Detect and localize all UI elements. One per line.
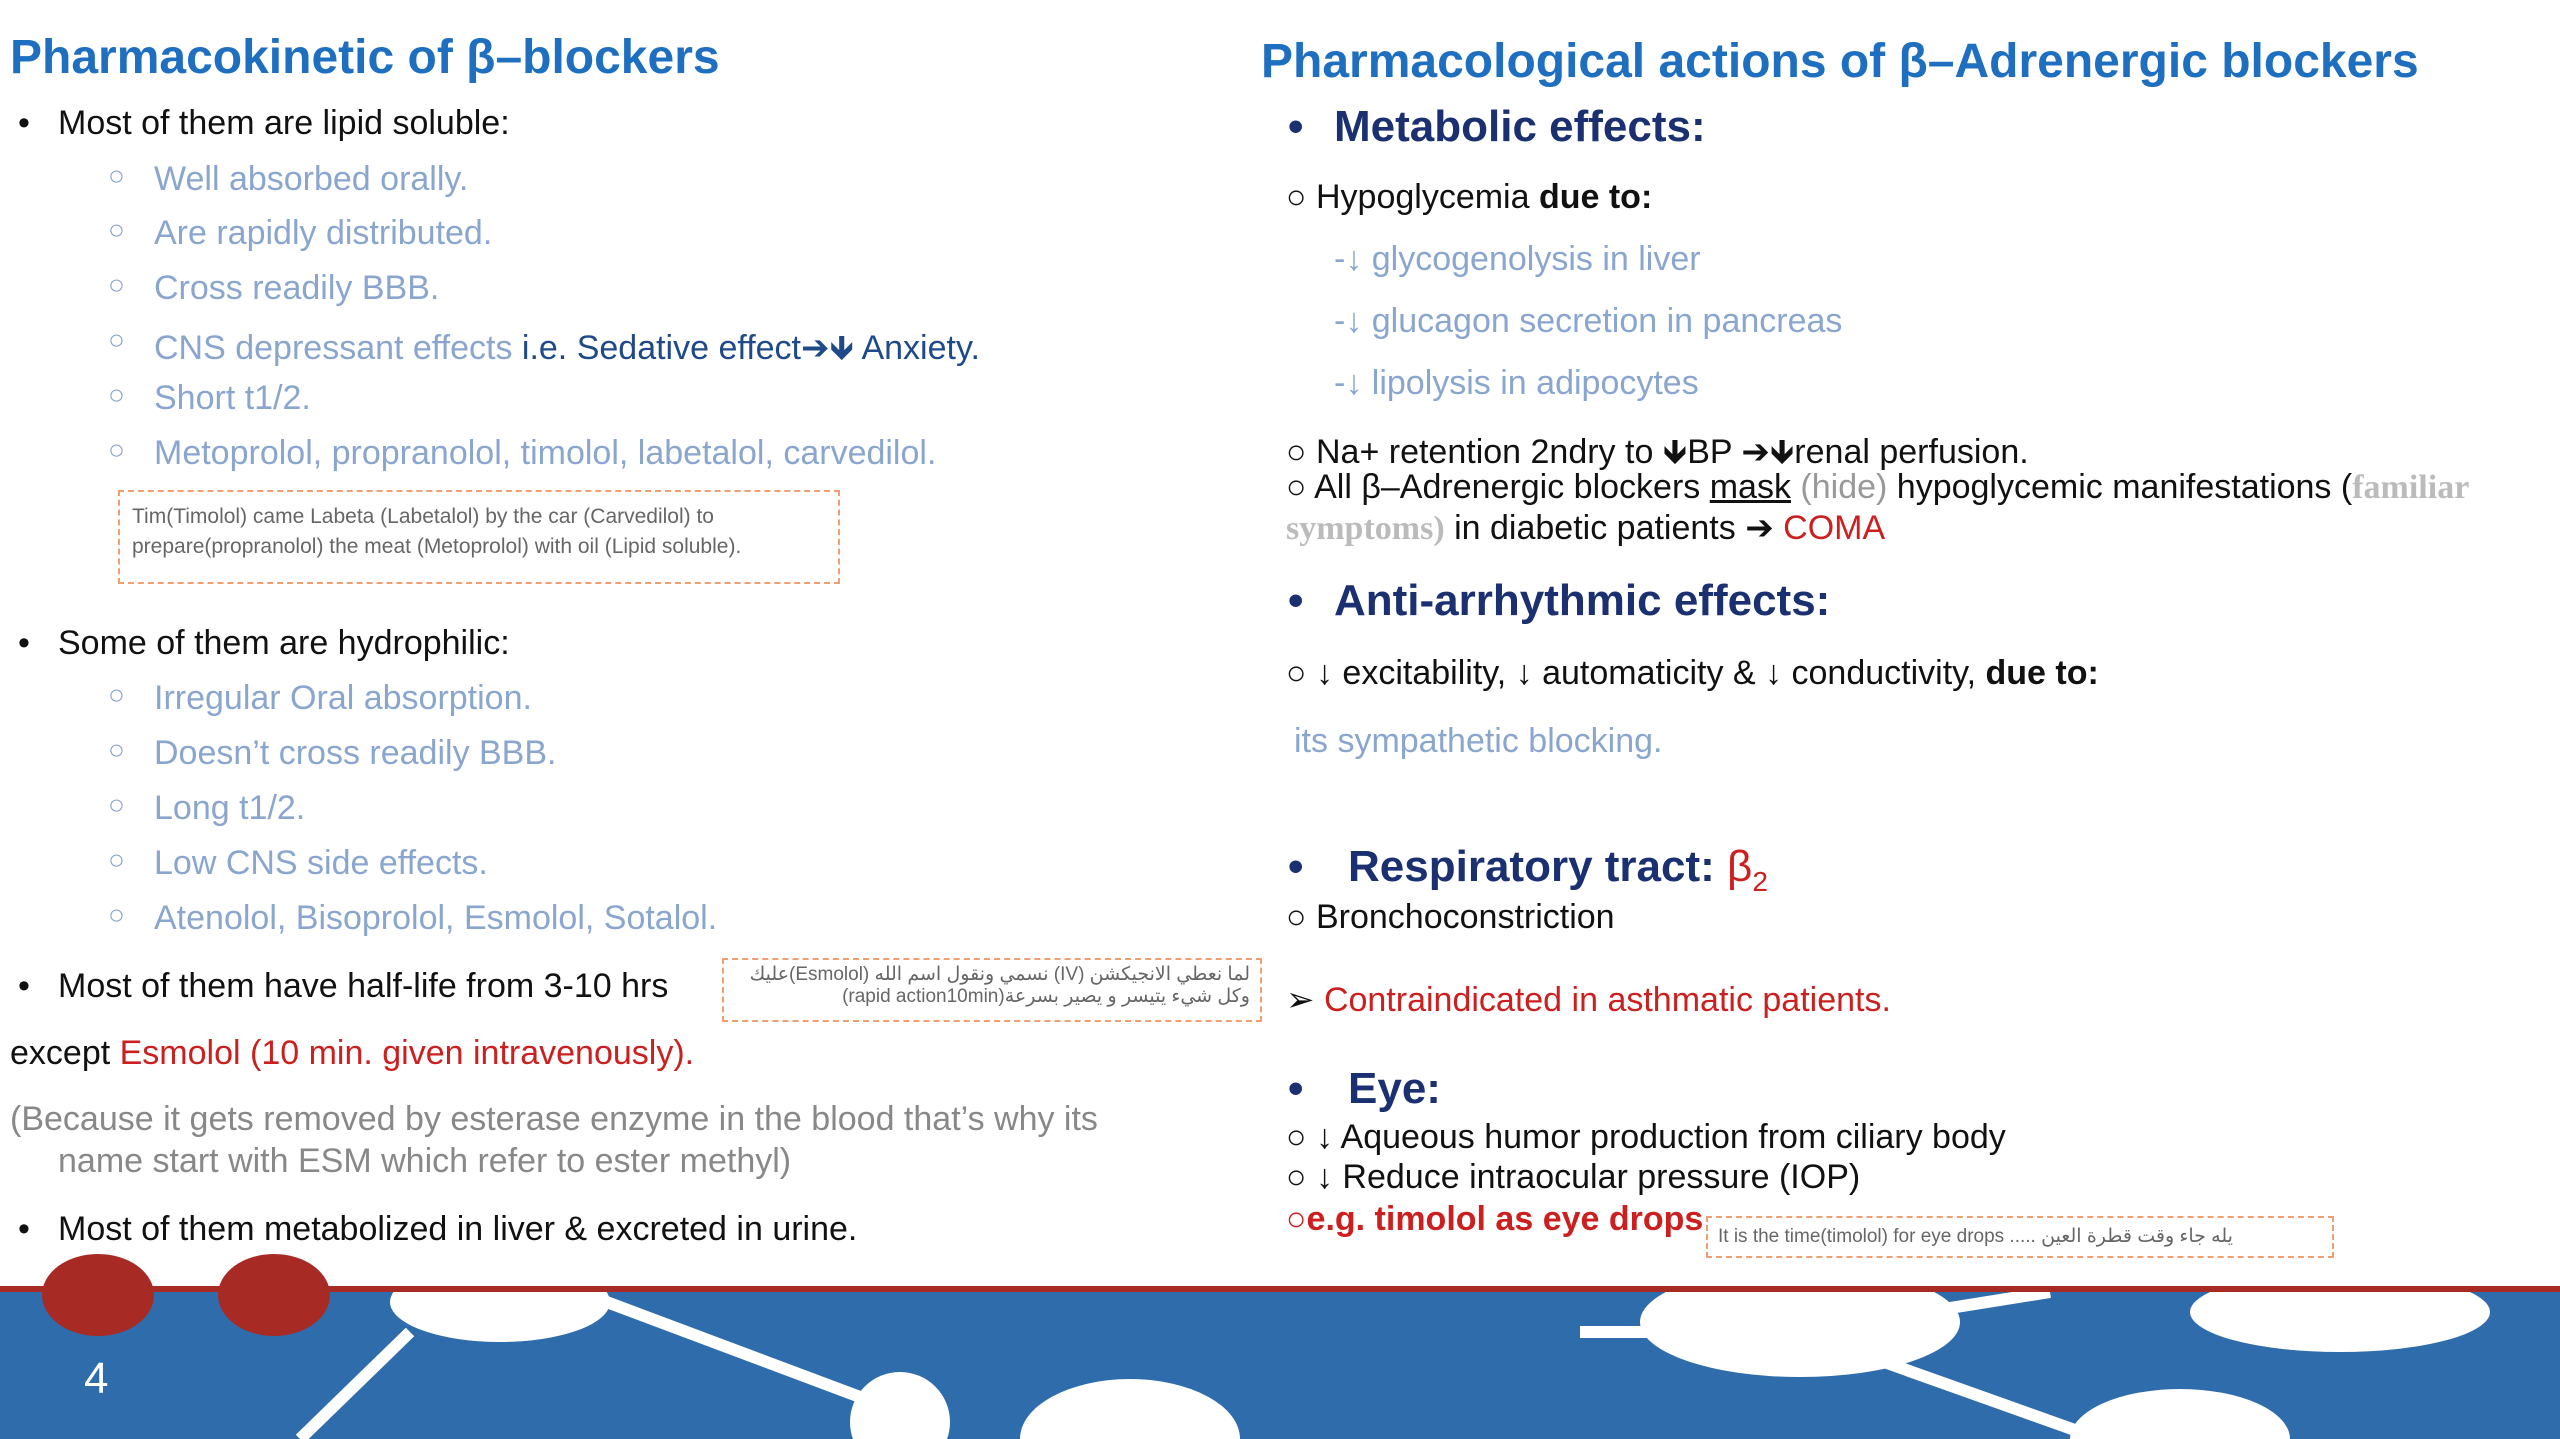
iop-line: ○ ↓ Reduce intraocular pressure (IOP)	[1286, 1158, 1861, 1196]
circle-bullet-icon: ○	[108, 269, 125, 300]
because-line-2: name start with ESM which refer to ester methyl)	[58, 1142, 792, 1180]
dash-item: -↓ glucagon secretion in pancreas	[1334, 302, 1843, 340]
except-line: except Esmolol (10 min. given intravenously).	[10, 1034, 695, 1072]
mask-line: ○ All β–Adrenergic blockers mask (hide) hypoglycemic manifestations (familiar	[1286, 468, 2470, 506]
timolol-line: ○e.g. timolol as eye drops	[1286, 1200, 1704, 1238]
list-item: ○ Doesn’t cross readily BBB.	[108, 734, 557, 772]
bullet-icon: •	[18, 624, 30, 662]
dash-item: -↓ glycogenolysis in liver	[1334, 240, 1701, 278]
coma-line: symptoms) in diabetic patients ➔ COMA	[1286, 509, 1886, 547]
bullet-icon: •	[1288, 102, 1304, 151]
because-line-1: (Because it gets removed by esterase enzyme in the blood that’s why its	[10, 1100, 1098, 1138]
footer-band	[0, 1292, 2560, 1439]
bullet-icon: •	[18, 104, 30, 142]
right-title: Pharmacological actions of β–Adrenergic blockers	[1261, 35, 2419, 88]
sympathetic-reason: its sympathetic blocking.	[1294, 722, 1663, 760]
circle-bullet-icon: ○	[108, 679, 125, 710]
circle-bullet-icon: ○	[108, 734, 125, 765]
bullet-icon: •	[1288, 842, 1304, 891]
list-item: ○ Irregular Oral absorption.	[108, 679, 532, 717]
list-item: ○ Long t1/2.	[108, 789, 306, 827]
list-item: ○ Low CNS side effects.	[108, 844, 488, 882]
circle-bullet-icon: ○	[108, 160, 125, 191]
page-number: 4	[84, 1354, 109, 1403]
halflife-heading: • Most of them have half-life from 3-10 hrs	[18, 967, 669, 1005]
bullet-icon: •	[18, 967, 30, 1005]
left-title: Pharmacokinetic of β–blockers	[10, 31, 720, 84]
molecule-decoration-icon	[0, 1292, 2560, 1439]
bullet-icon: •	[18, 1210, 30, 1248]
respiratory-heading: • Respiratory tract: $\beta_2$	[1288, 842, 1768, 897]
footer-red-dot	[218, 1254, 330, 1336]
circle-bullet-icon: ○	[108, 379, 125, 410]
eye-heading: • Eye:	[1288, 1064, 1441, 1113]
lipid-heading: • Most of them are lipid soluble:	[18, 104, 510, 142]
list-item: ○ Are rapidly distributed.	[108, 214, 493, 252]
circle-bullet-icon: ○	[108, 899, 125, 930]
hypoglycemia-line: ○ Hypoglycemia due to:	[1286, 178, 1653, 216]
bronchoconstriction-line: ○ Bronchoconstriction	[1286, 898, 1615, 936]
metabolic-heading: • Metabolic effects:	[1288, 102, 1706, 151]
arrhythmic-heading: • Anti-arrhythmic effects:	[1288, 576, 1831, 625]
list-item: ○ Short t1/2.	[108, 379, 311, 417]
circle-bullet-icon: ○	[108, 789, 125, 820]
circle-bullet-icon: ○	[108, 214, 125, 245]
bullet-icon: •	[1288, 1064, 1304, 1113]
list-item: ○ Metoprolol, propranolol, timolol, labetalol, carvedilol.	[108, 434, 937, 472]
circle-bullet-icon: ○	[108, 844, 125, 875]
list-item: ○ Cross readily BBB.	[108, 269, 440, 307]
aqueous-line: ○ ↓ Aqueous humor production from ciliary body	[1286, 1118, 2006, 1156]
circle-bullet-icon: ○	[108, 434, 125, 465]
arabic-note: لما نعطي الانجيكشن (IV) نسمي ونقول اسم الله (Esmolol)عليك وكل شيء يتيسر و يصير بسرعة(rapid action10min)	[722, 958, 1262, 1022]
footer-red-dot	[42, 1254, 154, 1336]
mnemonic-note: Tim(Timolol) came Labeta (Labetalol) by the car (Carvedilol) to prepare(propranolol) the meat (Metoprolol) with oil (Lipid soluble).	[118, 490, 840, 584]
list-item: ○ Atenolol, Bisoprolol, Esmolol, Sotalol.	[108, 899, 718, 937]
hydro-heading: • Some of them are hydrophilic:	[18, 624, 510, 662]
list-item: ○ Well absorbed orally.	[108, 160, 469, 198]
dash-item: -↓ lipolysis in adipocytes	[1334, 364, 1699, 402]
bullet-icon: •	[1288, 576, 1304, 625]
metab-line: • Most of them metabolized in liver & excreted in urine.	[18, 1210, 858, 1248]
na-retention-line: ○ Na+ retention 2ndry to 🡻BP ➔🡻renal perfusion.	[1286, 433, 2029, 471]
arrhythmic-line: ○ ↓ excitability, ↓ automaticity & ↓ conductivity, due to:	[1286, 654, 2099, 692]
circle-bullet-icon: ○	[108, 324, 125, 355]
contraindication-line: ➢ Contraindicated in asthmatic patients.	[1286, 981, 1891, 1019]
list-item: ○ CNS depressant effects i.e. Sedative effect➔🡻 Anxiety.	[108, 324, 980, 367]
eye-drops-note: It is the time(timolol) for eye drops ..... يله جاء وقت قطرة العين	[1706, 1216, 2334, 1258]
